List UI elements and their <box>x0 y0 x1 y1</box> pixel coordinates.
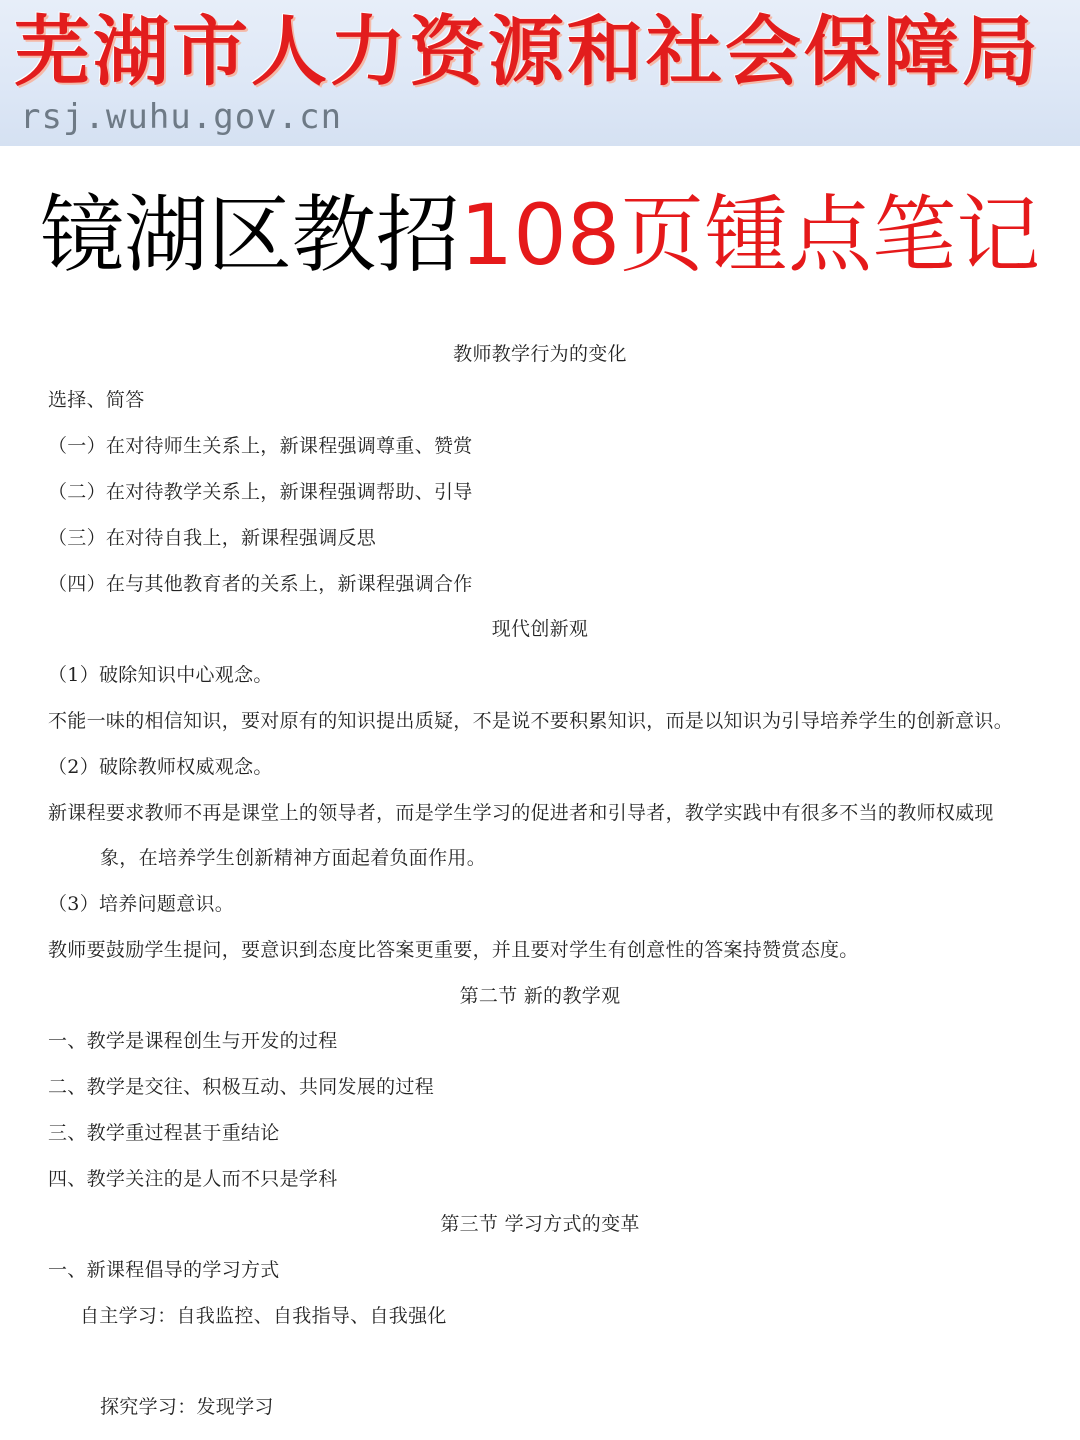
point-heading: （1）破除知识中心观念。 <box>48 664 273 686</box>
list-item: （三）在对待自我上，新课程强调反思 <box>48 527 377 549</box>
paragraph: 不能一味的相信知识，要对原有的知识提出质疑，不是说不要积累知识，而是以知识为引导培养学生的创新意识。 <box>48 710 1014 732</box>
list-item: 三、教学重过程甚于重结论 <box>48 1122 280 1144</box>
list-item: 四、教学关注的是人而不只是学科 <box>48 1168 338 1190</box>
list-item: 一、新课程倡导的学习方式 <box>48 1259 280 1281</box>
list-item: 二、教学是交往、积极互动、共同发展的过程 <box>48 1076 435 1098</box>
section-heading: 第二节 新的教学观 <box>459 985 621 1007</box>
banner-url: rsj.wuhu.gov.cn <box>20 97 343 137</box>
headline-black-part: 镜湖区教招 <box>39 186 460 284</box>
headline <box>0 186 1080 284</box>
section-heading: 教师教学行为的变化 <box>453 343 627 365</box>
paragraph-continuation: 象，在培养学生创新精神方面起着负面作用。 <box>100 847 487 869</box>
paragraph: 新课程要求教师不再是课堂上的领导者，而是学生学习的促进者和引导者，教学实践中有很多不当的教师权威现 <box>48 802 994 824</box>
section-heading: 现代创新观 <box>491 618 589 640</box>
question-type: 选择、简答 <box>48 389 145 411</box>
sub-item: 探究学习：发现学习 <box>100 1396 274 1418</box>
site-banner <box>0 0 1080 146</box>
list-item: （二）在对待教学关系上，新课程强调帮助、引导 <box>48 481 473 503</box>
banner-title: 芜湖市人力资源和社会保障局 <box>14 7 1041 96</box>
list-item: 一、教学是课程创生与开发的过程 <box>48 1030 338 1052</box>
list-item: （一）在对待师生关系上，新课程强调尊重、赞赏 <box>48 435 473 457</box>
paragraph: 教师要鼓励学生提问，要意识到态度比答案更重要，并且要对学生有创意性的答案持赞赏态度。 <box>48 939 859 961</box>
point-heading: （2）破除教师权威观念。 <box>48 756 273 778</box>
headline-red-part: 108页锺点笔记 <box>459 186 1041 284</box>
point-heading: （3）培养问题意识。 <box>48 893 235 915</box>
sub-item: 自主学习：自我监控、自我指导、自我强化 <box>80 1305 447 1327</box>
list-item: （四）在与其他教育者的关系上，新课程强调合作 <box>48 573 473 595</box>
section-heading: 第三节 学习方式的变革 <box>440 1213 640 1235</box>
